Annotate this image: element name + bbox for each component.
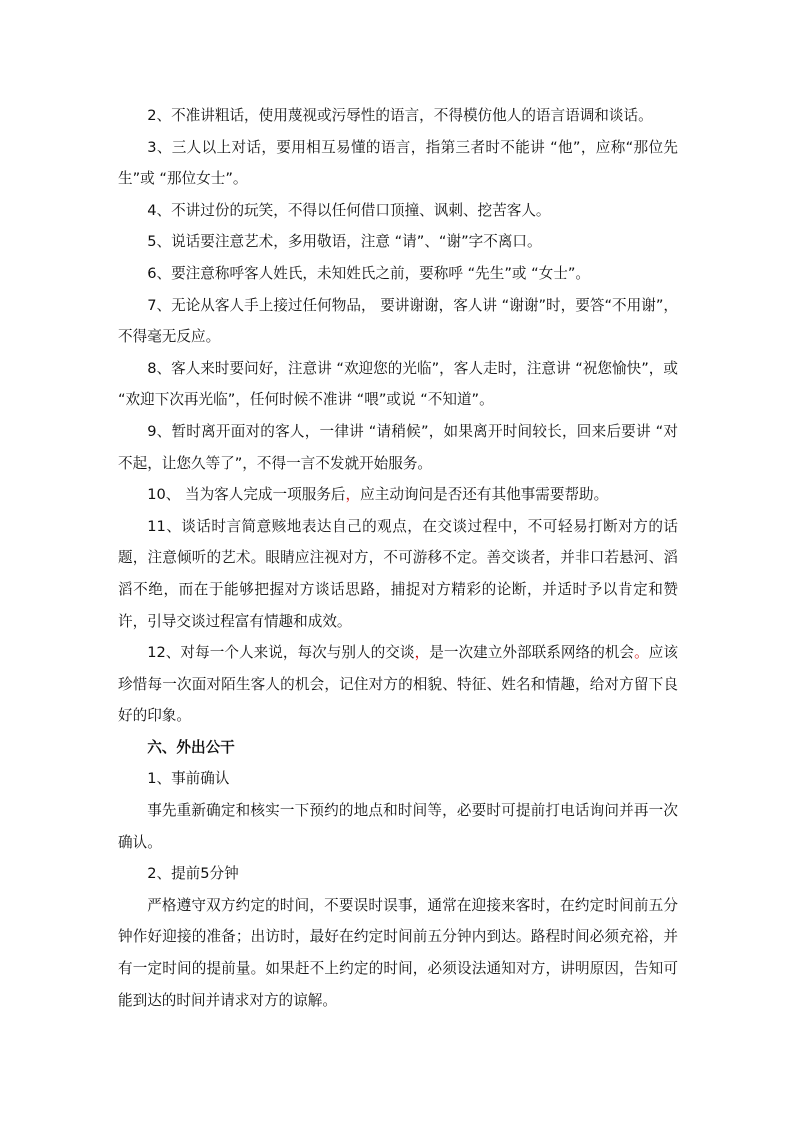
paragraph-confirm: 事先重新确定和核实一下预约的地点和时间等，必要时可提前打电话询问并再一次确认。 — [118, 802, 678, 851]
document-body — [118, 100, 678, 1016]
paragraph-early: 严格遵守双方约定的时间，不要误时误事，通常在迎接来客时，在约定时间前五分钟作好迎接的准备；出访时，最好在约定时间前五分钟内到达。路程时间必须充裕，并有一定时间的提前量。如果赶不上约定的时间，必须设法通知对方，讲明原因，告知可能到达的时间并请求对方的谅解。 — [118, 896, 678, 1009]
rule-12-text-a: 12、对每一个人来说，每次与别人的交谈 — [147, 644, 415, 662]
rule-10-red-comma: ， — [345, 486, 361, 504]
rule-10-text-start: 10、 当为客人完成一项服务后 — [147, 486, 346, 504]
rule-12-text-b: 是一次建立外部联系网络的机会 — [429, 644, 635, 662]
rule-12-text-c: 应该珍惜每一次面对陌生客人的机会，记住对方的相貌、特征、姓名和情趣，给对方留下良好的印象。 — [118, 644, 678, 725]
paragraph-rule-5: 5、说话要注意艺术，多用敬语，注意 “请”、“谢”字不离口。 — [147, 233, 542, 251]
paragraph-rule-11: 11、谈话时言简意赅地表达自己的观点，在交谈过程中，不可轻易打断对方的话题，注意倾听的艺术。眼睛应注视对方，不可游移不定。善交谈者，并非口若悬河、滔滔不绝，而在于能够把握对方谈话思路，捕捉对方精彩的论断，并适时予以肯定和赞许，引导交谈过程富有情趣和成效。 — [118, 517, 678, 630]
rule-12-red-comma: ， — [414, 644, 430, 662]
paragraph-rule-4: 4、不讲过份的玩笑，不得以任何借口顶撞、讽刺、挖苦客人。 — [147, 201, 551, 219]
paragraph-rule-8: 8、客人来时要问好，注意讲 “欢迎您的光临”，客人走时，注意讲 “祝您愉快”，或 “欢迎下次再光临”，任何时候不准讲 “喂”或说 “不知道”。 — [118, 359, 678, 409]
subheading-early: 2、提前5分钟 — [147, 865, 239, 883]
paragraph-rule-7: 7、无论从客人手上接过任何物品， 要讲谢谢，客人讲 “谢谢”时，要答“不用谢”，不得毫无反应。 — [118, 296, 678, 346]
paragraph-rule-3: 3、三人以上对话，要用相互易懂的语言，指第三者时不能讲 “他”，应称“那位先生”或 “那位女士”。 — [118, 138, 678, 188]
paragraph-rule-9: 9、暂时离开面对的客人，一律讲 “请稍候”，如果离开时间较长，回来后要讲 “对不起，让您久等了”，不得一言不发就开始服务。 — [118, 422, 678, 472]
paragraph-rule-12 — [118, 637, 678, 732]
rule-10-text-end: 应主动询问是否还有其他事需要帮助。 — [360, 486, 609, 504]
section-heading: 六、外出公干 — [147, 738, 235, 756]
rule-12-red-period: 。 — [634, 644, 649, 662]
paragraph-rule-2: 2、不准讲粗话，使用蔑视或污辱性的语言，不得模仿他人的语言语调和谈话。 — [147, 107, 653, 124]
subheading-confirm: 1、事前确认 — [147, 770, 230, 788]
paragraph-rule-6: 6、要注意称呼客人姓氏，未知姓氏之前，要称呼 “先生”或 “女士”。 — [147, 264, 591, 282]
paragraph-rule-10 — [118, 479, 678, 511]
